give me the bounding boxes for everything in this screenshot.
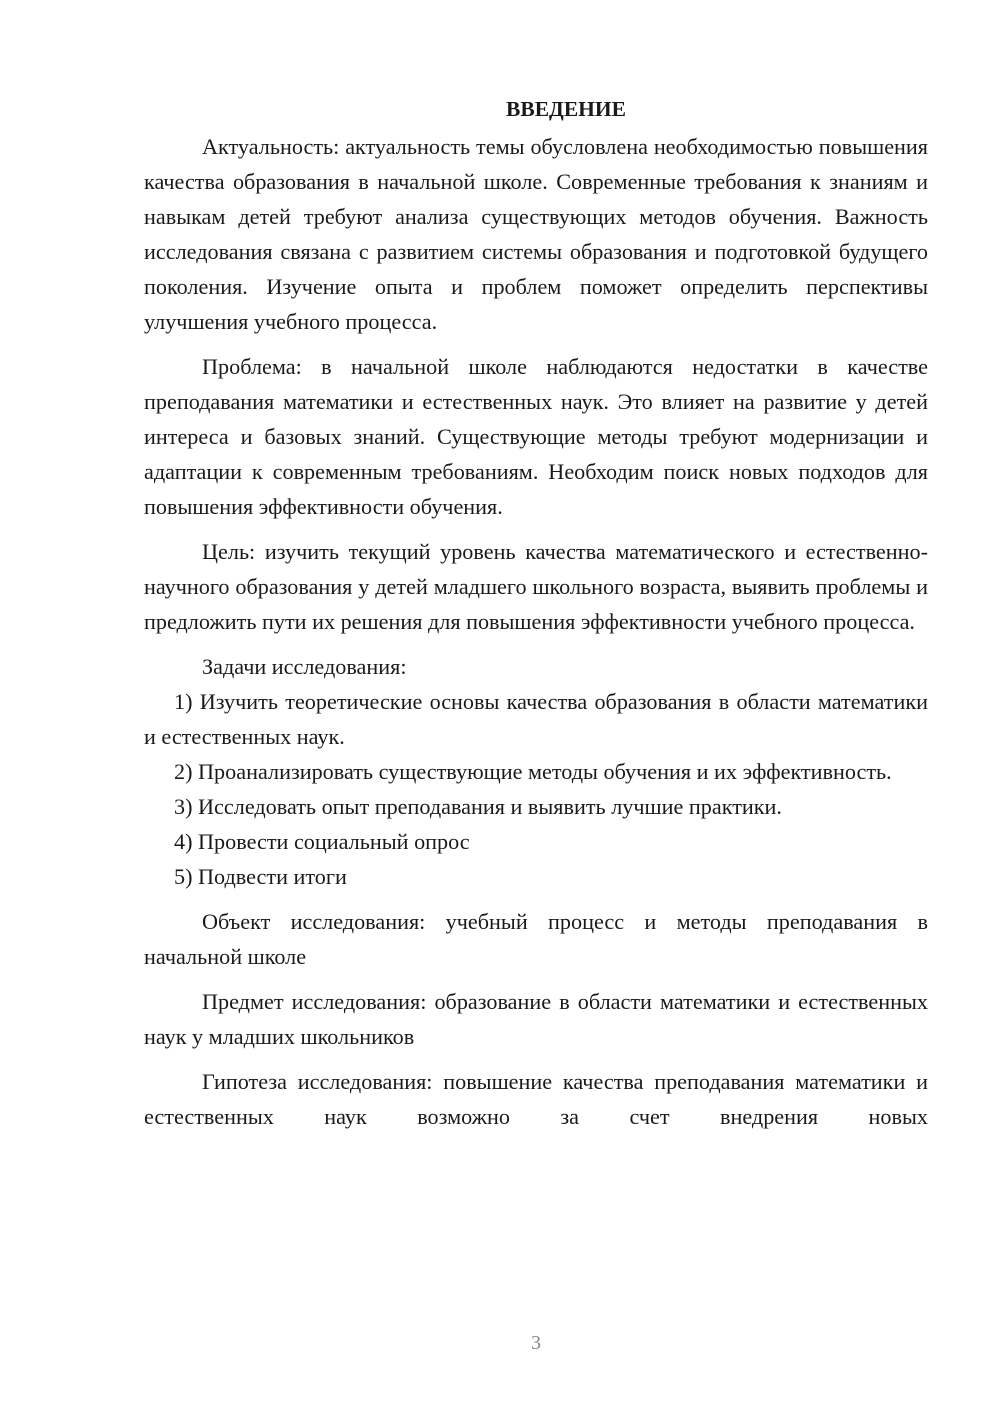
problem-paragraph: Проблема: в начальной школе наблюдаются недостатки в качестве преподавания математики и естественных наук. Это влияет на развитие у детей интереса и базовых знаний. Существующие методы требуют модернизации и адаптации к современным требованиям. Необходим поиск новых подходов для повышения эффективности обучения. [144,354,928,519]
tasks-title: Задачи исследования: [202,654,407,679]
goal-paragraph: Цель: изучить текущий уровень качества математического и естественно-научного образования у детей младшего школьного возраста, выявить проблемы и предложить пути их решения для повышения эффективности учебного процесса. [144,539,928,634]
task-item: 5) Подвести итоги [174,864,347,889]
task-item: 4) Провести социальный опрос [174,829,470,854]
task-item: 1) Изучить теоретические основы качества образования в области математики и естественных наук. [144,689,928,749]
section-heading: ВВЕДЕНИЕ [506,97,626,121]
hypothesis-paragraph: Гипотеза исследования: повышение качества преподавания математики и естественных наук возможно за счет внедрения новых [144,1069,928,1129]
object-paragraph: Объект исследования: учебный процесс и методы преподавания в начальной школе [144,909,928,969]
subject-paragraph: Предмет исследования: образование в области математики и естественных наук у младших школьников [144,989,928,1049]
task-item: 2) Проанализировать существующие методы обучения и их эффективность. [174,759,892,784]
relevance-paragraph: Актуальность: актуальность темы обусловлена необходимостью повышения качества образования в начальной школе. Современные требования к знаниям и навыкам детей требуют анализа существующих методов обучения. Важность исследования связана с развитием системы образования и подготовкой будущего поколения. Изучение опыта и проблем поможет определить перспективы улучшения учебного процесса. [144,134,928,334]
task-item: 3) Исследовать опыт преподавания и выявить лучшие практики. [174,794,782,819]
page-number: 3 [531,1332,541,1354]
document-page [144,92,928,1134]
